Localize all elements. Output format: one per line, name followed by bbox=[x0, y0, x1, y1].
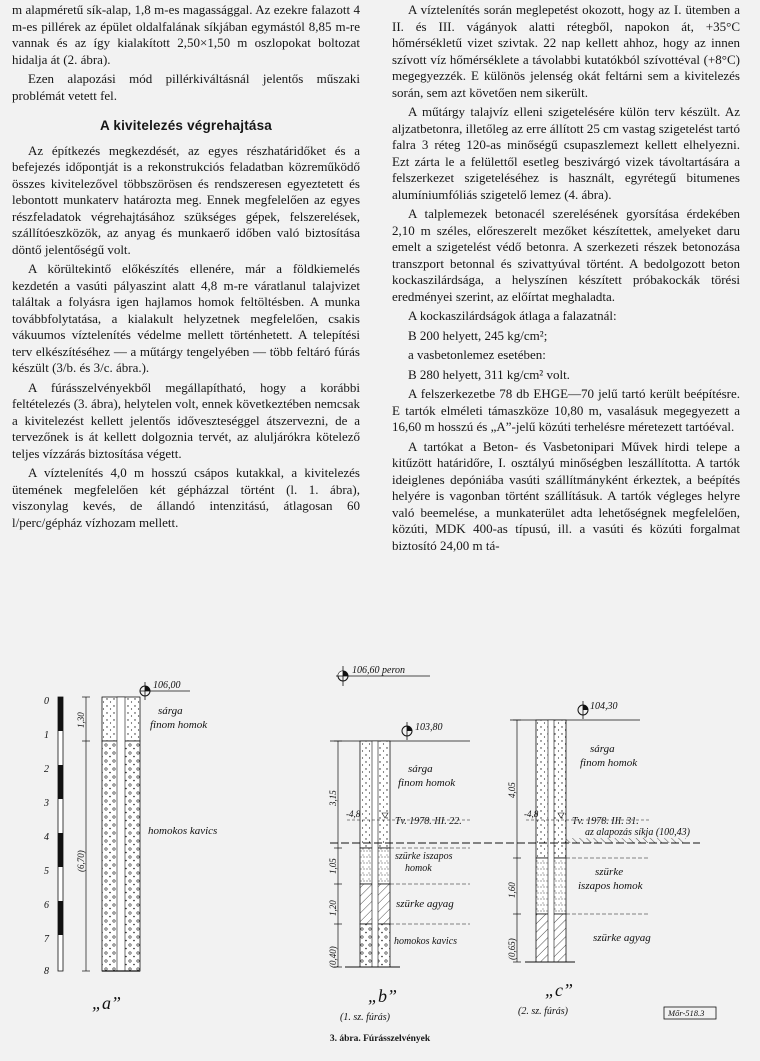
peron-label: 106,60 peron bbox=[352, 665, 405, 676]
profile-label: „c” bbox=[545, 980, 574, 1000]
layer-label: szürke agyag bbox=[593, 932, 651, 944]
profile-subtitle: (1. sz. fúrás) bbox=[340, 1012, 391, 1023]
foundation-plane-label: az alapozás síkja (100,43) bbox=[585, 827, 690, 838]
paragraph: A kockaszilárdságok átlaga a falazatnál: bbox=[408, 308, 617, 323]
layer-label: sárga bbox=[590, 743, 615, 755]
layer-label: sárga bbox=[408, 763, 433, 775]
peron-marker bbox=[336, 665, 430, 686]
layer-label: homokos kavics bbox=[394, 936, 458, 947]
elevation-label: 104,30 bbox=[590, 701, 618, 712]
scale-label: 8 bbox=[44, 966, 49, 977]
paragraph: A víztelenítés 4,0 m hosszú csápos kutakkal, a kivitelezés ütemének megfelelően két gépházzal történt (l. 1. ábra), viszonylag kevés, de állandó intenzitású, átlagosan 60 l/perc/gépház vízhozam mellett. bbox=[12, 465, 360, 530]
paragraph: B 280 helyett, 311 kg/cm² volt. bbox=[408, 366, 570, 382]
dim-label: 1,30 bbox=[76, 712, 86, 728]
layer-label: finom homok bbox=[398, 777, 456, 789]
figure-caption: 3. ábra. Fúrásszelvények bbox=[329, 1034, 431, 1044]
paragraph: A víztelenítés során meglepetést okozott, hogy az I. ütemben a II. és III. vágányok alatti rétegből, napokon át, +35°C hőmérsékletű vizet szivtak. 22 nap kellett ahhoz, hogy az innen szívott víz hőmérséklete a távolabbi kutatókból szívottéval (+8°C) megegyezzék. E különös jelenség okát feltárni sem a kivitelezés során, sem azt követően nem sikerült. bbox=[392, 2, 740, 100]
reference-label: Mőr-518.3 bbox=[668, 1008, 705, 1018]
scale-label: 6 bbox=[44, 900, 49, 911]
profile-a bbox=[43, 680, 217, 1013]
layer-label: finom homok bbox=[580, 757, 638, 769]
paragraph: A tartókat a Beton- és Vasbetonipari Művek hirdi telepe a kitűzött határidőre, I. osztályú minőségben leszállította. A tartók ideiglenes depóniába vasúti szállítmányként érkeztek, a beépítés helyére is vagonban történt szállításuk. A tartók végleges helyre való beemelése, a munkaterület adta lehetőségnek megfelelően, közúti, MDK 400-as típusú, ill. a vasúti és közúti forgalmat biztosító 24,00 m tá- bbox=[392, 438, 740, 553]
paragraph: a vasbetonlemez esetében: bbox=[408, 347, 546, 362]
dim-label: (0,40) bbox=[328, 946, 338, 968]
elevation-label: 103,80 bbox=[415, 722, 443, 733]
paragraph: A felszerkezetbe 78 db EHGE—70 jelű tartó került beépítésre. E tartók elméleti támaszköze 10,80 m, vasalásuk megegyezett a 16,60 m hosszú és „A”-jelű közúti terhelésre méretezett tartóéval. bbox=[392, 386, 740, 434]
layer-label: sárga bbox=[158, 705, 183, 717]
layer-label: iszapos homok bbox=[578, 880, 643, 892]
water-level-label: -4,8 bbox=[524, 809, 539, 819]
dim-label: 3,15 bbox=[328, 790, 338, 806]
scale-label: 5 bbox=[44, 866, 49, 877]
layer-label: homokos kavics bbox=[148, 825, 218, 837]
layer-label: homok bbox=[405, 863, 432, 874]
dim-label: (0,65) bbox=[507, 938, 517, 960]
section-heading: A kivitelezés végrehajtása bbox=[99, 118, 273, 133]
scale-label: 3 bbox=[44, 798, 49, 809]
paragraph: A talplemezek betonacél szerelésének gyorsítása érdekében 2,10 m széles, előreszerelt mezőket készítettek, amelyeket daru emelt a szigetelést védő betonra. A szerkezeti részek betonozása transzport betonnal és szivattyúval történt. A bedolgozott beton kockaszilárdsága, a helyszínen készített próbakockák törési eredményei szerint, az előírtat meghaladta. bbox=[392, 206, 740, 304]
dim-label: 1,60 bbox=[507, 882, 517, 898]
scale-label: 7 bbox=[44, 934, 49, 945]
dim-label: (6,70) bbox=[76, 850, 86, 872]
right-text-column bbox=[392, 2, 740, 557]
left-text-column bbox=[12, 2, 360, 534]
dim-label: 1,20 bbox=[328, 900, 338, 916]
layer-label: szürke bbox=[595, 866, 624, 878]
paragraph: A fúrásszelvényekből megállapítható, hogy a korábbi feltételezés (3. ábra), helytelen volt, ennek következtében nemcsak a kivitelezést kellett jelentős időveszteséggel átszervezni, de a tervezőnek is át kellett dolgoznia tervét, az aluljárókra kötelező teljes vízzárás biztosítása végett. bbox=[12, 379, 360, 461]
boring-profiles-figure bbox=[0, 662, 760, 1061]
profile-label: „b” bbox=[368, 986, 398, 1006]
profile-subtitle: (2. sz. fúrás) bbox=[518, 1006, 569, 1017]
paragraph: Az építkezés megkezdését, az egyes részhatáridőket és a befejezés időpontját is a rekonstrukciós feladatban közreműködő összes kivitelezővel többszörösen és rendszeresen egyeztetett és lebontott munkaterv határozta meg. Ennek megfelelően az egyes részfeladatok végrehajtásához szükséges gépek, felszerelések, szállítóeszközök, az anyag és munkaerő időben való biztosítása döntő jelentőségű volt. bbox=[12, 142, 360, 257]
paragraph: A körültekintő előkészítés ellenére, már a földkiemelés kezdetén a vasúti pályaszint alatt 4,8 m-re váratlanul talajvizet találtak a folyásra igen hajlamos homok feltöltésben. A munka továbbfolytatása, a kialakult helyzetnek megfelelően, csakis vákuumos víztelenítés védelme mellett történhetett. A telepítési terv elkészítéséhez — a műtárgy tengelyében — több feltáró fúrás készült (3/b. és 3/c. ábra.). bbox=[12, 261, 360, 375]
profile-label: „a” bbox=[92, 993, 122, 1013]
scale-label: 2 bbox=[44, 764, 49, 775]
scale-label: 4 bbox=[44, 832, 49, 843]
layer-label: finom homok bbox=[150, 719, 208, 731]
layer-label: szürke iszapos bbox=[395, 851, 453, 862]
paragraph: m alapméretű sík-alap, 1,8 m-es magassággal. Az ezekre falazott 4 m-es pillérek az épület oldalfalának síkjában egymástól 8,85 m-re vannak és az így kialakított 2,50×1,50 m oszlopokat boltozat hidalja át (2. ábra). bbox=[12, 2, 360, 67]
paragraph: B 200 helyett, 245 kg/cm²; bbox=[408, 327, 548, 343]
paragraph: A műtárgy talajvíz elleni szigetelésére külön terv készült. Az aljzatbetonra, illetőleg az erre állított 25 cm vastag szigetelést tartó falra 3 réteg 120-as minőségű csupaszlemezt kellett elhelyezni. Ezt zárta le a felülettől esetleg beszivárgó vizek távoltartására a felszerkezet szigeteléséhez is használt, egyrétegű bitumenes alumíniumfóliás szigetelő lemez (4. ábra). bbox=[392, 104, 740, 202]
scale-label: 1 bbox=[44, 730, 49, 741]
elevation-label: 106,00 bbox=[153, 680, 181, 691]
dim-label: 4,05 bbox=[507, 782, 517, 798]
layer-label: szürke agyag bbox=[396, 898, 454, 910]
water-date: Tv. 1978. III. 22. bbox=[395, 816, 462, 827]
scale-label: 0 bbox=[44, 696, 49, 707]
water-date: Tv. 1978. III. 31. bbox=[572, 816, 639, 827]
dim-label: 1,05 bbox=[328, 858, 338, 874]
water-level-label: -4,8 bbox=[346, 809, 361, 819]
profile-b bbox=[328, 722, 470, 1023]
paragraph: Ezen alapozási mód pillérkiváltásnál jelentős műszaki problémát vetett fel. bbox=[12, 71, 360, 103]
